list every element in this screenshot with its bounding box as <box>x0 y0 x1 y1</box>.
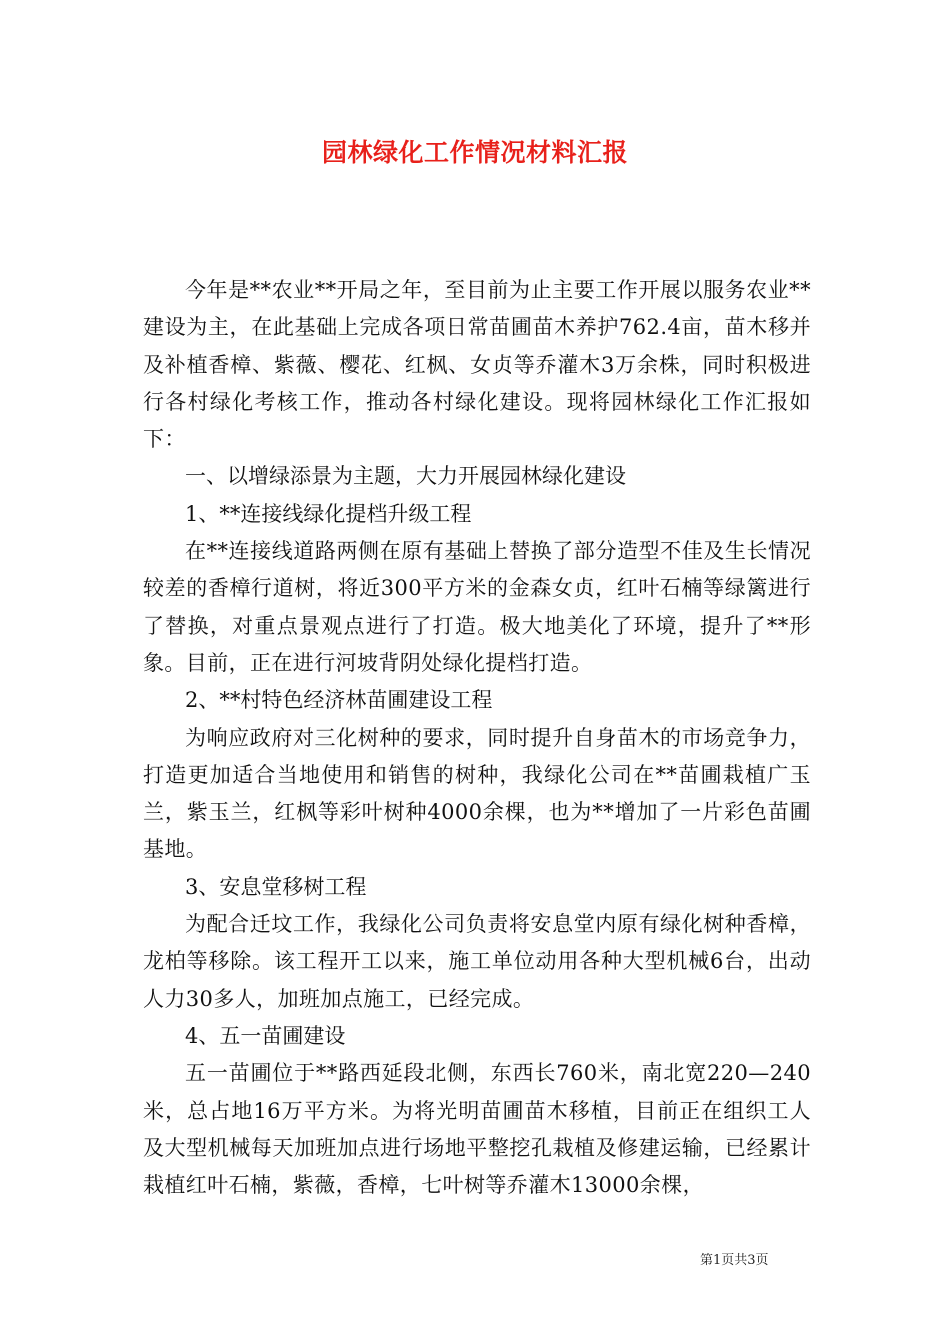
intro-paragraph: 今年是**农业**开局之年，至目前为止主要工作开展以服务农业**建设为主，在此基础上完成各项日常苗圃苗木养护762.4亩，苗木移并及补植香樟、紫薇、樱花、红枫、女贞等乔灌木3万余株，同时积极进行各村绿化考核工作，推动各村绿化建设。现将园林绿化工作汇报如下： <box>143 278 811 452</box>
document-title: 园林绿化工作情况材料汇报 <box>321 138 628 167</box>
page-number: 第1页共3页 <box>700 1253 769 1268</box>
body-paragraph-2: 为响应政府对三化树种的要求，同时提升自身苗木的市场竞争力，打造更加适合当地使用和销售的树种，我绿化公司在**苗圃栽植广玉兰，紫玉兰，红枫等彩叶树种4000余棵，也为**增加了一片彩色苗圃基地。 <box>143 725 811 862</box>
body-paragraph-1: 在**连接线道路两侧在原有基础上替换了部分造型不佳及生长情况较差的香樟行道树，将近300平方米的金森女贞，红叶石楠等绿篱进行了替换，对重点景观点进行了打造。极大地美化了环境，提升了**形象。目前，正在进行河坡背阴处绿化提档打造。 <box>143 539 811 675</box>
subsection-heading-4: 4、五一苗圃建设 <box>185 1023 346 1048</box>
subsection-heading-2: 2、**村特色经济林苗圃建设工程 <box>185 688 493 713</box>
body-paragraph-4: 五一苗圃位于**路西延段北侧，东西长760米，南北宽220—240米，总占地16万平方米。为将光明苗圃苗木移植，目前正在组织工人及大型机械每天加班加点进行场地平整挖孔栽植及修建运输，已经累计栽植红叶石楠，紫薇，香樟，七叶树等乔灌木13000余棵， <box>143 1061 811 1198</box>
subsection-heading-3: 3、安息堂移树工程 <box>185 874 367 899</box>
body-paragraph-3: 为配合迁坟工作，我绿化公司负责将安息堂内原有绿化树种香樟，龙柏等移除。该工程开工以来，施工单位动用各种大型机械6台，出动人力30多人，加班加点施工，已经完成。 <box>143 912 811 1011</box>
subsection-heading-1: 1、**连接线绿化提档升级工程 <box>185 501 472 526</box>
section-heading-1: 一、以增绿添景为主题，大力开展园林绿化建设 <box>185 464 626 489</box>
document-body <box>143 272 811 1204</box>
